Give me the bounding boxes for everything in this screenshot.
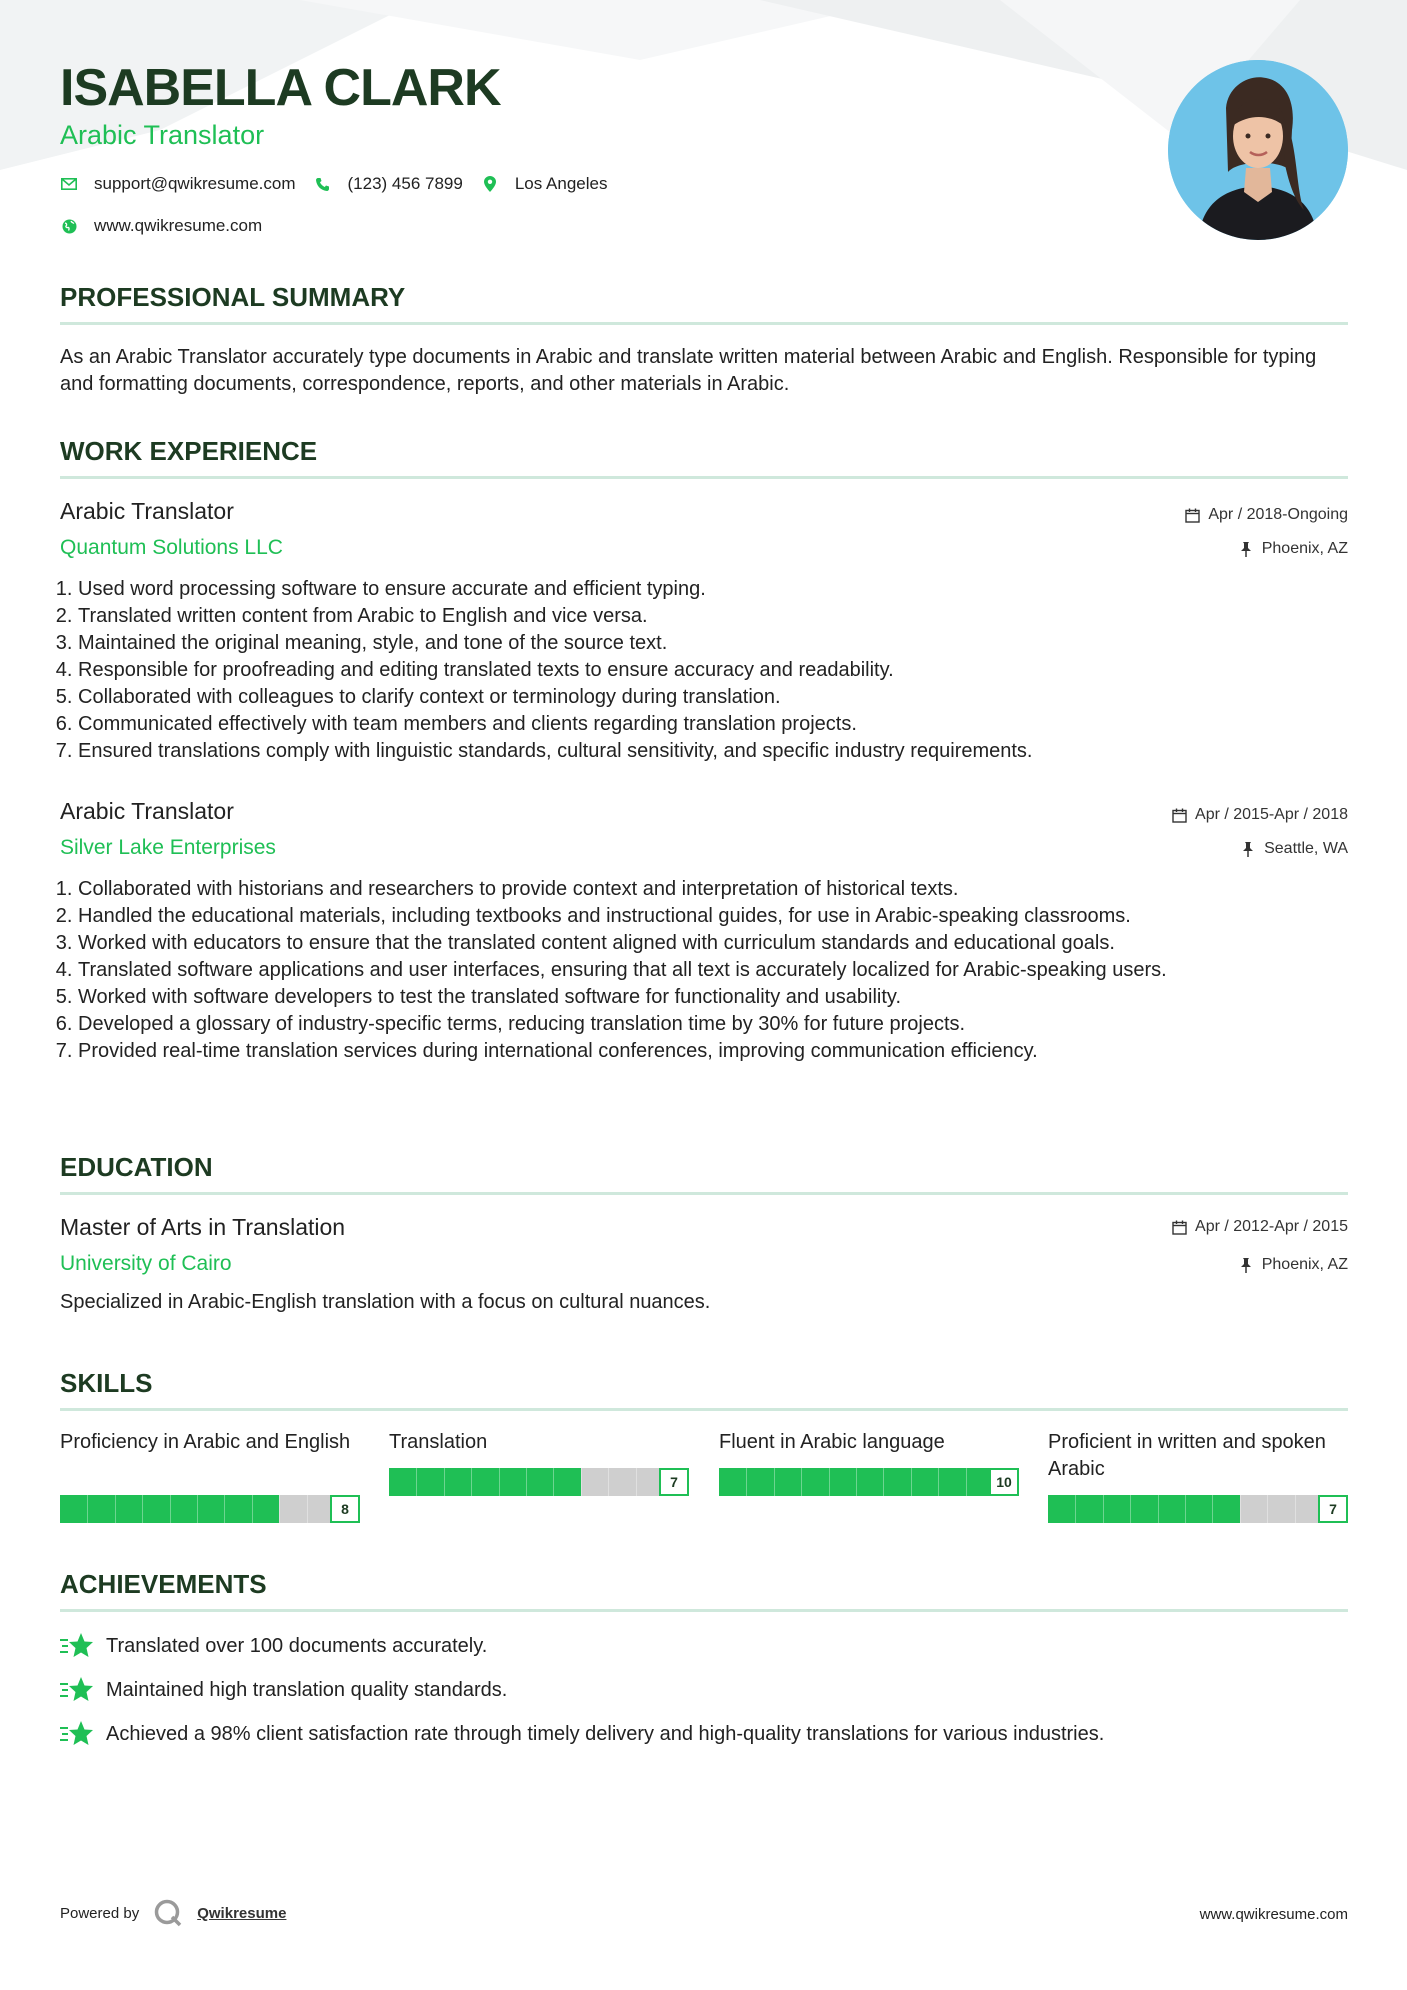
job-2-bullets (60, 876, 1366, 1065)
skill-track (1048, 1495, 1322, 1523)
envelope-icon (60, 175, 78, 193)
job-1-location (1238, 540, 1348, 558)
education-school: University of Cairo (60, 1252, 232, 1275)
pushpin-icon (1238, 541, 1254, 557)
pushpin-icon (1238, 1257, 1254, 1273)
skill-score: 10 (989, 1468, 1019, 1496)
job-2-location (1240, 840, 1348, 858)
skill-meter (719, 1468, 1019, 1496)
education-location (1238, 1256, 1348, 1274)
skill-segment-divider (774, 1468, 775, 1496)
star-icon (60, 1631, 94, 1661)
contact-row-secondary (60, 214, 280, 238)
experience-divider (60, 476, 1348, 479)
skill-meter (60, 1495, 360, 1523)
list-item: 1. Collaborated with historians and researchers to provide context and interpretation of historical texts. (78, 876, 1366, 903)
list-item: 2. Handled the educational materials, including textbooks and instructional guides, for use in Arabic-speaking classrooms. (78, 903, 1366, 930)
education-heading: EDUCATION (60, 1152, 213, 1182)
skill-segment-divider (1267, 1495, 1268, 1523)
skill-segment-divider (279, 1495, 280, 1523)
contact-row-primary (60, 172, 625, 196)
skill-item (389, 1429, 689, 1490)
list-item: 7. Ensured translations comply with linguistic standards, cultural sensitivity, and specific industry requirements. (78, 738, 1366, 765)
skill-score: 8 (330, 1495, 360, 1523)
skill-segment-divider (499, 1468, 500, 1496)
skill-segment-divider (801, 1468, 802, 1496)
skill-segment-divider (883, 1468, 884, 1496)
job-1-title: Arabic Translator (60, 498, 234, 524)
skill-segment-divider (444, 1468, 445, 1496)
achievements-heading: ACHIEVEMENTS (60, 1569, 267, 1599)
footer-website-link[interactable]: www.qwikresume.com (1199, 1906, 1348, 1923)
skill-segment-divider (1075, 1495, 1076, 1523)
skill-segment-divider (746, 1468, 747, 1496)
website-link[interactable]: www.qwikresume.com (94, 216, 263, 235)
skill-segment-divider (1158, 1495, 1159, 1523)
education-description: Specialized in Arabic-English translation with a focus on cultural nuances. (60, 1291, 711, 1313)
education-dates-text: Apr / 2012-Apr / 2015 (1195, 1218, 1348, 1235)
qwikresume-logo-icon (153, 1898, 183, 1928)
calendar-icon (1171, 1219, 1187, 1235)
achievements-divider (60, 1609, 1348, 1612)
globe-icon (60, 217, 78, 235)
education-divider (60, 1192, 1348, 1195)
job-1-location-text: Phoenix, AZ (1261, 540, 1348, 557)
job-2-title: Arabic Translator (60, 798, 234, 824)
location-text: Los Angeles (514, 174, 608, 193)
skill-segment-divider (170, 1495, 171, 1523)
skill-segment-divider (608, 1468, 609, 1496)
job-1-dates-text: Apr / 2018-Ongoing (1208, 506, 1348, 523)
job-1-company: Quantum Solutions LLC (60, 536, 283, 559)
job-2-dates (1171, 806, 1348, 824)
list-item: 3. Maintained the original meaning, style, and tone of the source text. (78, 630, 1366, 657)
skill-segment-divider (1295, 1495, 1296, 1523)
footer-powered-by (60, 1898, 286, 1928)
experience-heading: WORK EXPERIENCE (60, 436, 318, 466)
job-2-dates-text: Apr / 2015-Apr / 2018 (1195, 806, 1348, 823)
skill-meter (1048, 1495, 1348, 1523)
list-item: 7. Provided real-time translation services during international conferences, improving communication efficiency. (78, 1038, 1366, 1065)
list-item: 5. Worked with software developers to test the translated software for functionality and usability. (78, 984, 1366, 1011)
skill-segment-divider (252, 1495, 253, 1523)
star-icon (60, 1719, 94, 1749)
education-degree: Master of Arts in Translation (60, 1214, 346, 1240)
skill-item (1048, 1429, 1348, 1517)
skill-segment-divider (938, 1468, 939, 1496)
profile-photo (1168, 60, 1348, 240)
skill-segment-divider (224, 1495, 225, 1523)
list-item: 2. Translated written content from Arabic to English and vice versa. (78, 603, 1366, 630)
phone-number[interactable]: (123) 456 7899 (347, 174, 463, 193)
phone-icon (314, 175, 332, 193)
achievement-item (60, 1719, 1104, 1749)
list-item: 6. Developed a glossary of industry-specific terms, reducing translation time by 30% for future projects. (78, 1011, 1366, 1038)
skill-segment-divider (829, 1468, 830, 1496)
skill-segment-divider (87, 1495, 88, 1523)
summary-heading: PROFESSIONAL SUMMARY (60, 282, 406, 312)
skill-segment-divider (1185, 1495, 1186, 1523)
summary-text: As an Arabic Translator accurately type documents in Arabic and translate written material between Arabic and English. Responsible for typing and formatting documents, correspondence, reports, and other materials in Arabic. (60, 346, 1317, 395)
job-2-location-text: Seattle, WA (1264, 840, 1348, 857)
skill-label: Proficiency in Arabic and English (60, 1431, 351, 1453)
skill-segment-divider (1240, 1495, 1241, 1523)
achievement-text: Achieved a 98% client satisfaction rate through timely delivery and high-quality translations for various industries. (106, 1722, 1105, 1745)
achievement-text: Maintained high translation quality standards. (106, 1678, 508, 1701)
skill-meter (389, 1468, 689, 1496)
job-1-bullets (60, 576, 1366, 765)
calendar-icon (1171, 807, 1187, 823)
list-item: 6. Communicated effectively with team members and clients regarding translation projects. (78, 711, 1366, 738)
skill-segment-divider (911, 1468, 912, 1496)
achievement-item (60, 1631, 487, 1661)
skill-label: Fluent in Arabic language (719, 1431, 945, 1453)
skill-track (389, 1468, 663, 1496)
education-dates (1171, 1218, 1348, 1236)
powered-by-label: Powered by (60, 1904, 140, 1922)
skill-segment-divider (1212, 1495, 1213, 1523)
skill-segment-divider (115, 1495, 116, 1523)
list-item: 4. Translated software applications and user interfaces, ensuring that all text is accurately localized for Arabic-speaking users. (78, 957, 1366, 984)
skill-fill (1048, 1495, 1240, 1523)
list-item: 4. Responsible for proofreading and editing translated texts to ensure accuracy and readability. (78, 657, 1366, 684)
skill-score: 7 (659, 1468, 689, 1496)
calendar-icon (1184, 507, 1200, 523)
skill-segment-divider (307, 1495, 308, 1523)
skill-segment-divider (142, 1495, 143, 1523)
skill-segment-divider (581, 1468, 582, 1496)
skill-segment-divider (636, 1468, 637, 1496)
skills-heading: SKILLS (60, 1368, 153, 1398)
skill-track (719, 1468, 993, 1496)
skill-segment-divider (856, 1468, 857, 1496)
skill-segment-divider (1103, 1495, 1104, 1523)
skill-segment-divider (197, 1495, 198, 1523)
skills-divider (60, 1408, 1348, 1411)
list-item: 5. Collaborated with colleagues to clarify context or terminology during translation. (78, 684, 1366, 711)
skill-item (719, 1429, 1019, 1490)
pushpin-icon (1240, 841, 1256, 857)
skill-label: Translation (389, 1431, 488, 1453)
summary-divider (60, 322, 1348, 325)
skill-item (60, 1429, 360, 1517)
qwikresume-link[interactable]: Qwikresume (197, 1904, 287, 1922)
skill-segment-divider (553, 1468, 554, 1496)
skill-segment-divider (526, 1468, 527, 1496)
skill-score: 7 (1318, 1495, 1348, 1523)
skill-fill (389, 1468, 581, 1496)
skill-segment-divider (966, 1468, 967, 1496)
candidate-name: ISABELLA CLARK (60, 59, 501, 117)
list-item: 1. Used word processing software to ensure accurate and efficient typing. (78, 576, 1366, 603)
education-location-text: Phoenix, AZ (1261, 1256, 1348, 1273)
list-item: 3. Worked with educators to ensure that the translated content aligned with curriculum standards and educational goals. (78, 930, 1366, 957)
job-2-company: Silver Lake Enterprises (60, 836, 276, 859)
job-1-dates (1184, 506, 1348, 524)
candidate-title: Arabic Translator (60, 120, 265, 150)
skill-label: Proficient in written and spoken Arabic (1048, 1431, 1326, 1480)
star-icon (60, 1675, 94, 1705)
email-link[interactable]: support@qwikresume.com (94, 174, 296, 193)
skill-segment-divider (1130, 1495, 1131, 1523)
skill-track (60, 1495, 334, 1523)
achievement-item (60, 1675, 507, 1705)
skill-segment-divider (416, 1468, 417, 1496)
skill-segment-divider (471, 1468, 472, 1496)
achievement-text: Translated over 100 documents accurately. (106, 1634, 488, 1657)
map-pin-icon (481, 175, 499, 193)
